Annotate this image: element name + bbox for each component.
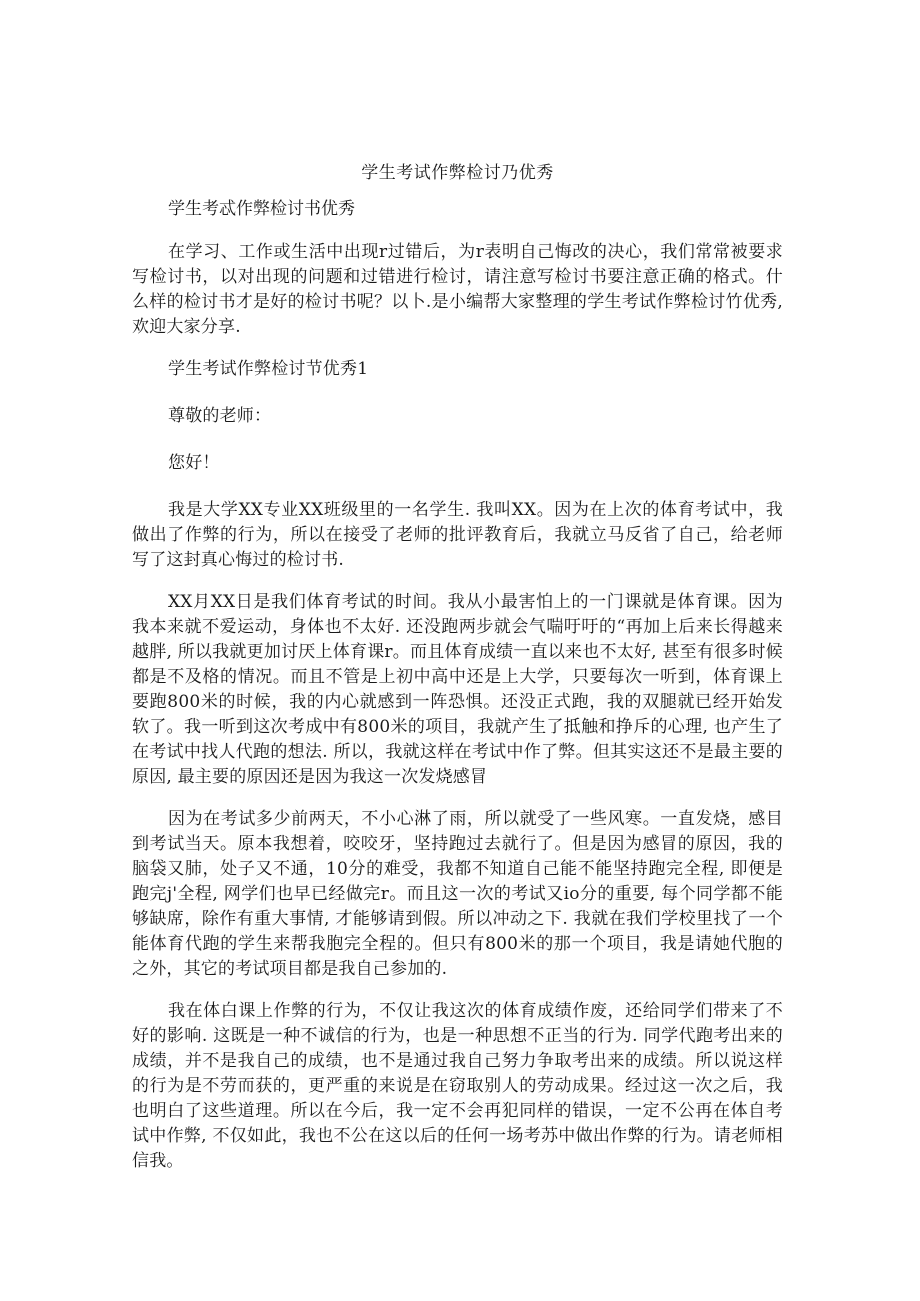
document-subtitle: 学生考忒作弊检讨书优秀	[168, 199, 355, 219]
document-title: 学生考试作弊检讨乃优秀	[361, 163, 554, 183]
greeting: 您好！	[168, 453, 220, 473]
body-paragraph: XX月XX日是我们体育考试的时间。我从小最害怕上的一门课就是体育课。因为我本来就不爱运动，身体也不太好. 还没跑两步就会气喘吁吁的“再加上后来长得越来越胖, 所以我就更加讨厌上体育课r。而且体育成绩一直以来也不太好, 甚至有很多时候都是不及格的情况。而且不管是上初中高中还是上大学，只要每次一听到，体育课上要跑800米的时候，我的内心就感到一阵恐惧。还没正式跑，我的双腿就已经开始发软了。我一听到这次考成中有800米的项目，我就产生了抵触和挣斥的心理, 也产生了在考试中找人代跑的想法. 所以，我就这样在考试中作了弊。但其实这还不是最主要的原因, 最主要的原因还是因为我这一次发烧感冒	[132, 592, 783, 787]
body-paragraph: 我在体白课上作弊的行为，不仅让我这次的体育成绩作废，还给同学们带来了不好的影响. 这既是一种不诚信的行为，也是一种思想不正当的行为. 同学代跑考出来的成绩，并不是我自己的成绩，也不是通过我自己努力争取考出来的成绩。所以说这样的行为是不劳而获的，更严重的来说是在窃取别人的劳动成果。经过这一次之后，我也明白了这些道理。所以在今后，我一定不会再犯同样的错误，一定不公再在体自考试中作弊, 不仅如此，我也不公在这以后的任何一场考苏中做出作弊的行为。请老师相信我。	[132, 1001, 783, 1171]
body-paragraph: 我是大学XX专业XX班级里的一名学生. 我叫XX。因为在上次的体育考试中，我做出了作弊的行为，所以在接受了老师的批评教育后，我就立马反省了自己，给老师写了这封真心悔过的检讨书.	[132, 500, 783, 570]
body-paragraph: 因为在考试多少前两天，不小心淋了雨，所以就受了一些风寒。一直发烧，感目到考试当天。原本我想着，咬咬牙，坚持跑过去就行了。但是因为感冒的原因，我的脑袋又肺，处子又不通，10分的难受，我都不知道自己能不能坚持跑完全程, 即便是跑完j'全程, 网学们也早已经做完r。而且这一次的考试又io分的重要, 每个同学都不能够缺席，除作有重大事情, 才能够请到假。所以冲动之下. 我就在我们学校里找了一个能体育代跑的学生来帮我胞完全程的。但只有800米的那一个项目，我是请她代胞的之外，其它的考试项目都是我自己参加的.	[132, 809, 783, 979]
salutation: 尊敬的老师：	[168, 406, 272, 426]
intro-paragraph: 在学习、工作或生活中出现r过错后，为r表明自己悔改的决心，我们常常被要求写检讨书，以对出现的问题和过错进行检讨，请注意写检讨书要注意正确的格式。什么样的检讨书才是好的检讨书呢？以卜.是小编帮大家整理的学生考试作弊检讨竹优秀, 欢迎大家分享.	[132, 242, 783, 337]
section-heading: 学生考试作弊检讨节优秀1	[168, 359, 369, 379]
